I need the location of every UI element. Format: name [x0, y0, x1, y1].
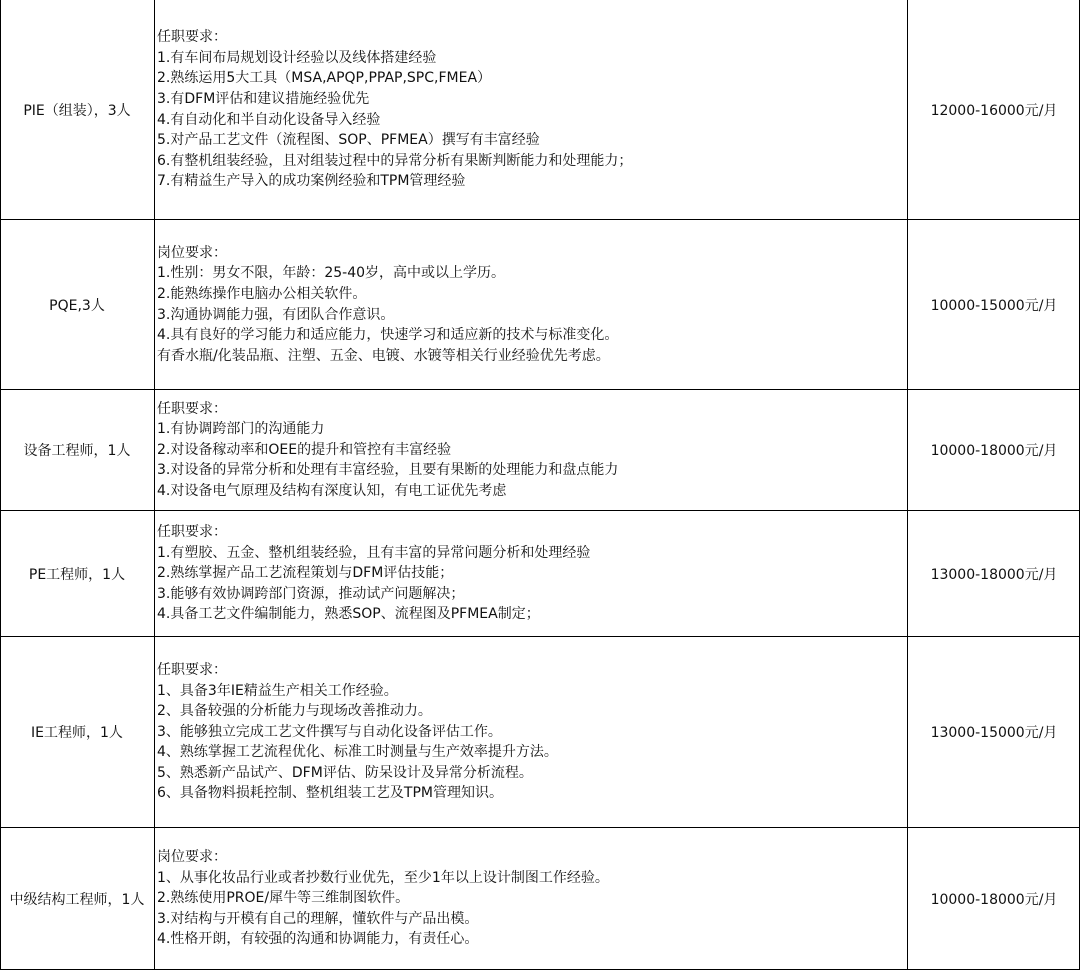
table-row	[0, 511, 1080, 636]
requirement-line: 2.熟练掌握产品工艺流程策划与DFM评估技能；	[157, 565, 454, 582]
requirements-cell	[155, 828, 907, 969]
table-row	[0, 0, 1080, 219]
requirement-line: 3.能够有效协调跨部门资源，推动试产问题解决；	[157, 585, 465, 602]
requirement-line: 2.熟练使用PROE/犀牛等三维制图软件。	[157, 890, 410, 907]
requirement-line: 1.有车间布局规划设计经验以及线体搭建经验	[157, 49, 437, 66]
requirement-line: 1.有协调跨部门的沟通能力	[157, 421, 325, 438]
requirement-line: 7.有精益生产导入的成功案例经验和TPM管理经验	[157, 173, 466, 190]
position-cell: 设备工程师，1人	[23, 443, 131, 459]
requirement-line: 岗位要求：	[157, 849, 227, 866]
requirement-line: 3.有DFM评估和建议措施经验优先	[157, 90, 370, 107]
salary-cell: 10000-15000元/月	[930, 297, 1058, 314]
requirement-line: 4.对设备电气原理及结构有深度认知，有电工证优先考虑	[157, 482, 507, 499]
requirement-line: 3、能够独立完成工艺文件撰写与自动化设备评估工作。	[157, 723, 502, 740]
requirement-line: 有香水瓶/化装品瓶、注塑、五金、电镀、水镀等相关行业经验优先考虑。	[157, 347, 610, 364]
requirement-line: 任职要求：	[157, 400, 227, 417]
requirements-cell	[155, 637, 907, 827]
position-cell: PE工程师，1人	[28, 566, 126, 583]
position-cell: PQE,3人	[49, 297, 105, 314]
salary-cell: 10000-18000元/月	[930, 443, 1058, 459]
requirement-line: 3.对结构与开模有自己的理解，懂软件与产品出模。	[157, 910, 479, 927]
requirement-line: 1、具备3年IE精益生产相关工作经验。	[157, 682, 398, 699]
requirement-line: 2.熟练运用5大工具（MSA,APQP,PPAP,SPC,FMEA）	[157, 70, 492, 87]
requirement-line: 1.有塑胶、五金、整机组装经验，且有丰富的异常问题分析和处理经验	[157, 544, 591, 561]
requirement-line: 4.有自动化和半自动化设备导入经验	[157, 111, 381, 128]
salary-cell: 10000-18000元/月	[930, 891, 1058, 908]
position-cell: PIE（组装），3人	[23, 102, 131, 119]
requirement-line: 4、熟练掌握工艺流程优化、标准工时测量与生产效率提升方法。	[157, 744, 558, 761]
table-row	[0, 637, 1080, 827]
table-row	[0, 220, 1080, 389]
requirements-cell	[155, 390, 907, 510]
requirements-cell	[155, 0, 907, 219]
position-cell: 中级结构工程师，1人	[9, 891, 145, 908]
requirement-line: 4.性格开朗，有较强的沟通和协调能力，有责任心。	[157, 931, 479, 948]
requirement-line: 6.有整机组装经验，且对组装过程中的异常分析有果断判断能力和处理能力；	[157, 152, 633, 169]
requirement-line: 5.对产品工艺文件（流程图、SOP、PFMEA）撰写有丰富经验	[157, 132, 540, 149]
salary-cell: 13000-15000元/月	[930, 725, 1058, 741]
salary-cell: 13000-18000元/月	[930, 566, 1058, 583]
requirement-line: 2.能熟练操作电脑办公相关软件。	[157, 285, 367, 302]
table-row	[0, 390, 1080, 510]
requirement-line: 6、具备物料损耗控制、整机组装工艺及TPM管理知识。	[157, 785, 503, 802]
table-row	[0, 828, 1080, 969]
requirements-cell	[155, 511, 907, 636]
requirement-line: 任职要求：	[157, 29, 227, 46]
position-cell: IE工程师，1人	[31, 725, 123, 741]
salary-cell: 12000-16000元/月	[930, 102, 1058, 119]
requirement-line: 2、具备较强的分析能力与现场改善推动力。	[157, 703, 432, 720]
requirements-cell	[155, 220, 907, 389]
requirement-line: 任职要求：	[157, 524, 227, 541]
requirement-line: 岗位要求：	[157, 244, 227, 261]
requirement-line: 4.具备工艺文件编制能力，熟悉SOP、流程图及PFMEA制定；	[157, 606, 540, 623]
requirement-line: 2.对设备稼动率和OEE的提升和管控有丰富经验	[157, 441, 452, 458]
requirement-line: 5、熟悉新产品试产、DFM评估、防呆设计及异常分析流程。	[157, 764, 533, 781]
requirement-line: 4.具有良好的学习能力和适应能力，快速学习和适应新的技术与标准变化。	[157, 327, 619, 344]
requirement-line: 1.性别：男女不限，年龄：25-40岁，高中或以上学历。	[157, 265, 506, 282]
requirement-line: 3.沟通协调能力强，有团队合作意识。	[157, 306, 395, 323]
requirement-line: 任职要求：	[157, 661, 227, 678]
requirement-line: 3.对设备的异常分析和处理有丰富经验，且要有果断的处理能力和盘点能力	[157, 462, 619, 479]
requirement-line: 1、从事化妆品行业或者抄数行业优先，至少1年以上设计制图工作经验。	[157, 869, 609, 886]
